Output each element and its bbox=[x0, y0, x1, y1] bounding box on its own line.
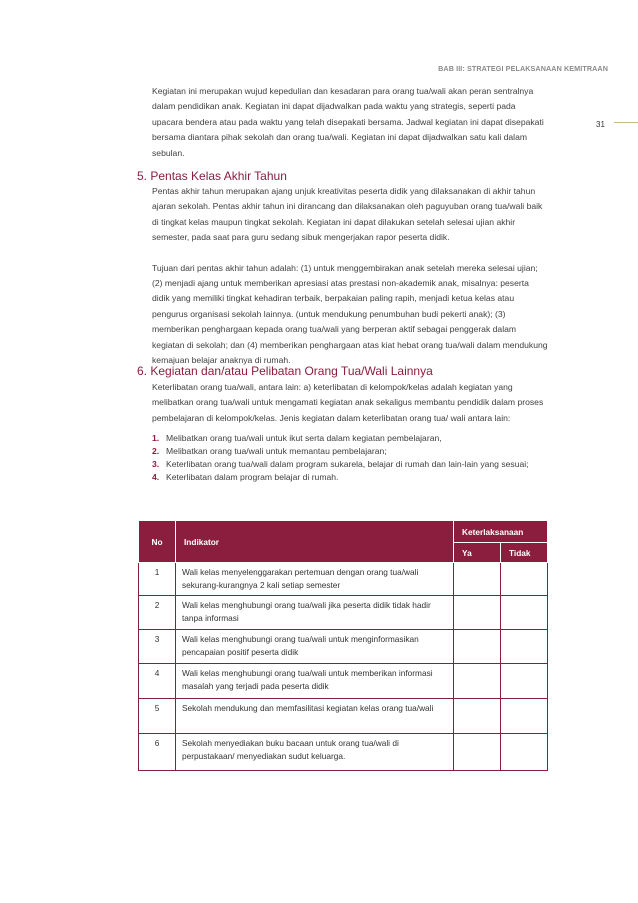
row-number: 3 bbox=[139, 630, 176, 664]
tidak-checkbox-cell[interactable] bbox=[501, 699, 548, 734]
table-row bbox=[139, 596, 548, 630]
list-item bbox=[152, 458, 552, 471]
header-indikator: Indikator bbox=[176, 521, 454, 563]
row-number: 4 bbox=[139, 664, 176, 699]
list-item-text: Melibatkan orang tua/wali untuk memantau pembelajaran; bbox=[166, 446, 387, 456]
row-indikator: Sekolah menyediakan buku bacaan untuk orang tua/wali di perpustakaan/ menyediakan sudut keluarga. bbox=[176, 734, 454, 771]
row-number: 5 bbox=[139, 699, 176, 734]
header-tidak: Tidak bbox=[501, 543, 548, 563]
row-indikator: Wali kelas menghubungi orang tua/wali untuk memberikan informasi masalah yang terjadi pada peserta didik bbox=[176, 664, 454, 699]
header-no: No bbox=[139, 521, 176, 563]
list-item-text: Keterlibatan orang tua/wali dalam program sukarela, belajar di rumah dan lain-lain yang sesuai; bbox=[166, 459, 529, 469]
ya-checkbox-cell[interactable] bbox=[454, 664, 501, 699]
ya-checkbox-cell[interactable] bbox=[454, 596, 501, 630]
row-number: 6 bbox=[139, 734, 176, 771]
list-item bbox=[152, 471, 552, 484]
list-item-text: Keterlibatan dalam program belajar di rumah. bbox=[166, 472, 339, 482]
table-row bbox=[139, 630, 548, 664]
tidak-checkbox-cell[interactable] bbox=[501, 664, 548, 699]
page-number: 31 bbox=[596, 120, 605, 129]
header-ya: Ya bbox=[454, 543, 501, 563]
tidak-checkbox-cell[interactable] bbox=[501, 734, 548, 771]
list-item-number: 3. bbox=[152, 459, 160, 469]
chapter-title: BAB III: STRATEGI PELAKSANAAN KEMITRAAN bbox=[438, 64, 608, 73]
list-item-number: 2. bbox=[152, 446, 160, 456]
ya-checkbox-cell[interactable] bbox=[454, 563, 501, 596]
tidak-checkbox-cell[interactable] bbox=[501, 596, 548, 630]
indicator-table bbox=[138, 520, 548, 771]
header-keterlaksanaan: Keterlaksanaan bbox=[454, 521, 548, 543]
ya-checkbox-cell[interactable] bbox=[454, 699, 501, 734]
tidak-checkbox-cell[interactable] bbox=[501, 630, 548, 664]
table-header-row bbox=[139, 521, 548, 543]
intro-paragraph: Kegiatan ini merupakan wujud kepedulian dan kesadaran para orang tua/wali akan peran sentralnya dalam pendidikan anak. Kegiatan ini dapat dijadwalkan pada waktu yang strategis, seperti pada upacara bendera atau pada waktu yang telah disepakati bersama. Jadwal kegiatan ini dapat disepakati bersama diantara pihak sekolah dan orang tua/wali. Kegiatan ini dapat dijadwalkan satu kali dalam sebulan. bbox=[152, 86, 544, 158]
page-rule bbox=[614, 122, 638, 123]
tidak-checkbox-cell[interactable] bbox=[501, 563, 548, 596]
section-6-body bbox=[152, 380, 548, 426]
list-item bbox=[152, 445, 552, 458]
section-6-list bbox=[152, 432, 552, 484]
section-6-heading: 6. Kegiatan dan/atau Pelibatan Orang Tua/Wali Lainnya bbox=[137, 364, 433, 378]
row-indikator: Wali kelas menghubungi orang tua/wali jika peserta didik tidak hadir tanpa informasi bbox=[176, 596, 454, 630]
table-row bbox=[139, 563, 548, 596]
list-item bbox=[152, 432, 552, 445]
section-6-paragraph: Keterlibatan orang tua/wali, antara lain: a) keterlibatan di kelompok/kelas adalah kegiatan yang melibatkan orang tua/wali untuk mengamati kegiatan anak sekaligus membantu pendidik dalam proses pembelajaran di kelompok/kelas. Jenis kegiatan dalam keterlibatan orang tua/ wali antara lain: bbox=[152, 382, 544, 423]
list-item-number: 4. bbox=[152, 472, 160, 482]
row-indikator: Wali kelas menyelenggarakan pertemuan dengan orang tua/wali sekurang-kurangnya 2 kali setiap semester bbox=[176, 563, 454, 596]
table-row bbox=[139, 734, 548, 771]
section-5-paragraph-1: Pentas akhir tahun merupakan ajang unjuk kreativitas peserta didik yang dilaksanakan di akhir tahun ajaran sekolah. Pentas akhir tahun ini dirancang dan dilaksanakan oleh paguyuban orang tua/wali baik di tingkat kelas maupun tingkat sekolah. Kegiatan ini dapat dilakukan setelah selesai ujian akhir semester, pada saat para guru sedang sibuk mengerjakan rapor peserta didik. bbox=[152, 186, 543, 243]
row-indikator: Wali kelas menghubungi orang tua/wali untuk menginformasikan pencapaian positif peserta didik bbox=[176, 630, 454, 664]
row-number: 1 bbox=[139, 563, 176, 596]
row-number: 2 bbox=[139, 596, 176, 630]
list-item-text: Melibatkan orang tua/wali untuk ikut serta dalam kegiatan pembelajaran, bbox=[166, 433, 442, 443]
table-row bbox=[139, 699, 548, 734]
section-5-heading: 5. Pentas Kelas Akhir Tahun bbox=[137, 169, 287, 183]
table-row bbox=[139, 664, 548, 699]
intro-block bbox=[152, 84, 548, 161]
ya-checkbox-cell[interactable] bbox=[454, 630, 501, 664]
list-item-number: 1. bbox=[152, 433, 160, 443]
section-5-body bbox=[152, 184, 548, 368]
ya-checkbox-cell[interactable] bbox=[454, 734, 501, 771]
row-indikator: Sekolah mendukung dan memfasilitasi kegiatan kelas orang tua/wali bbox=[176, 699, 454, 734]
section-5-paragraph-2: Tujuan dari pentas akhir tahun adalah: (1) untuk menggembirakan anak setelah mereka selesai ujian; (2) menjadi ajang untuk memberikan apresiasi atas prestasi non-akademik anak, misalnya: peserta didik yang memiliki tingkat kehadiran terbaik, berpakaian paling rapih, menjadi ketua kelas atau pengurus organisasi sekolah lainnya. (untuk mendukung penumbuhan budi pekerti anak); (3) memberikan penghargaan kepada orang tua/wali yang berperan aktif sebagai penggerak dalam kegiatan di sekolah; dan (4) memberikan penghargaan atas kiat hebat orang tua/wali dalam mendukung kemajuan belajar anaknya di rumah. bbox=[152, 262, 548, 366]
